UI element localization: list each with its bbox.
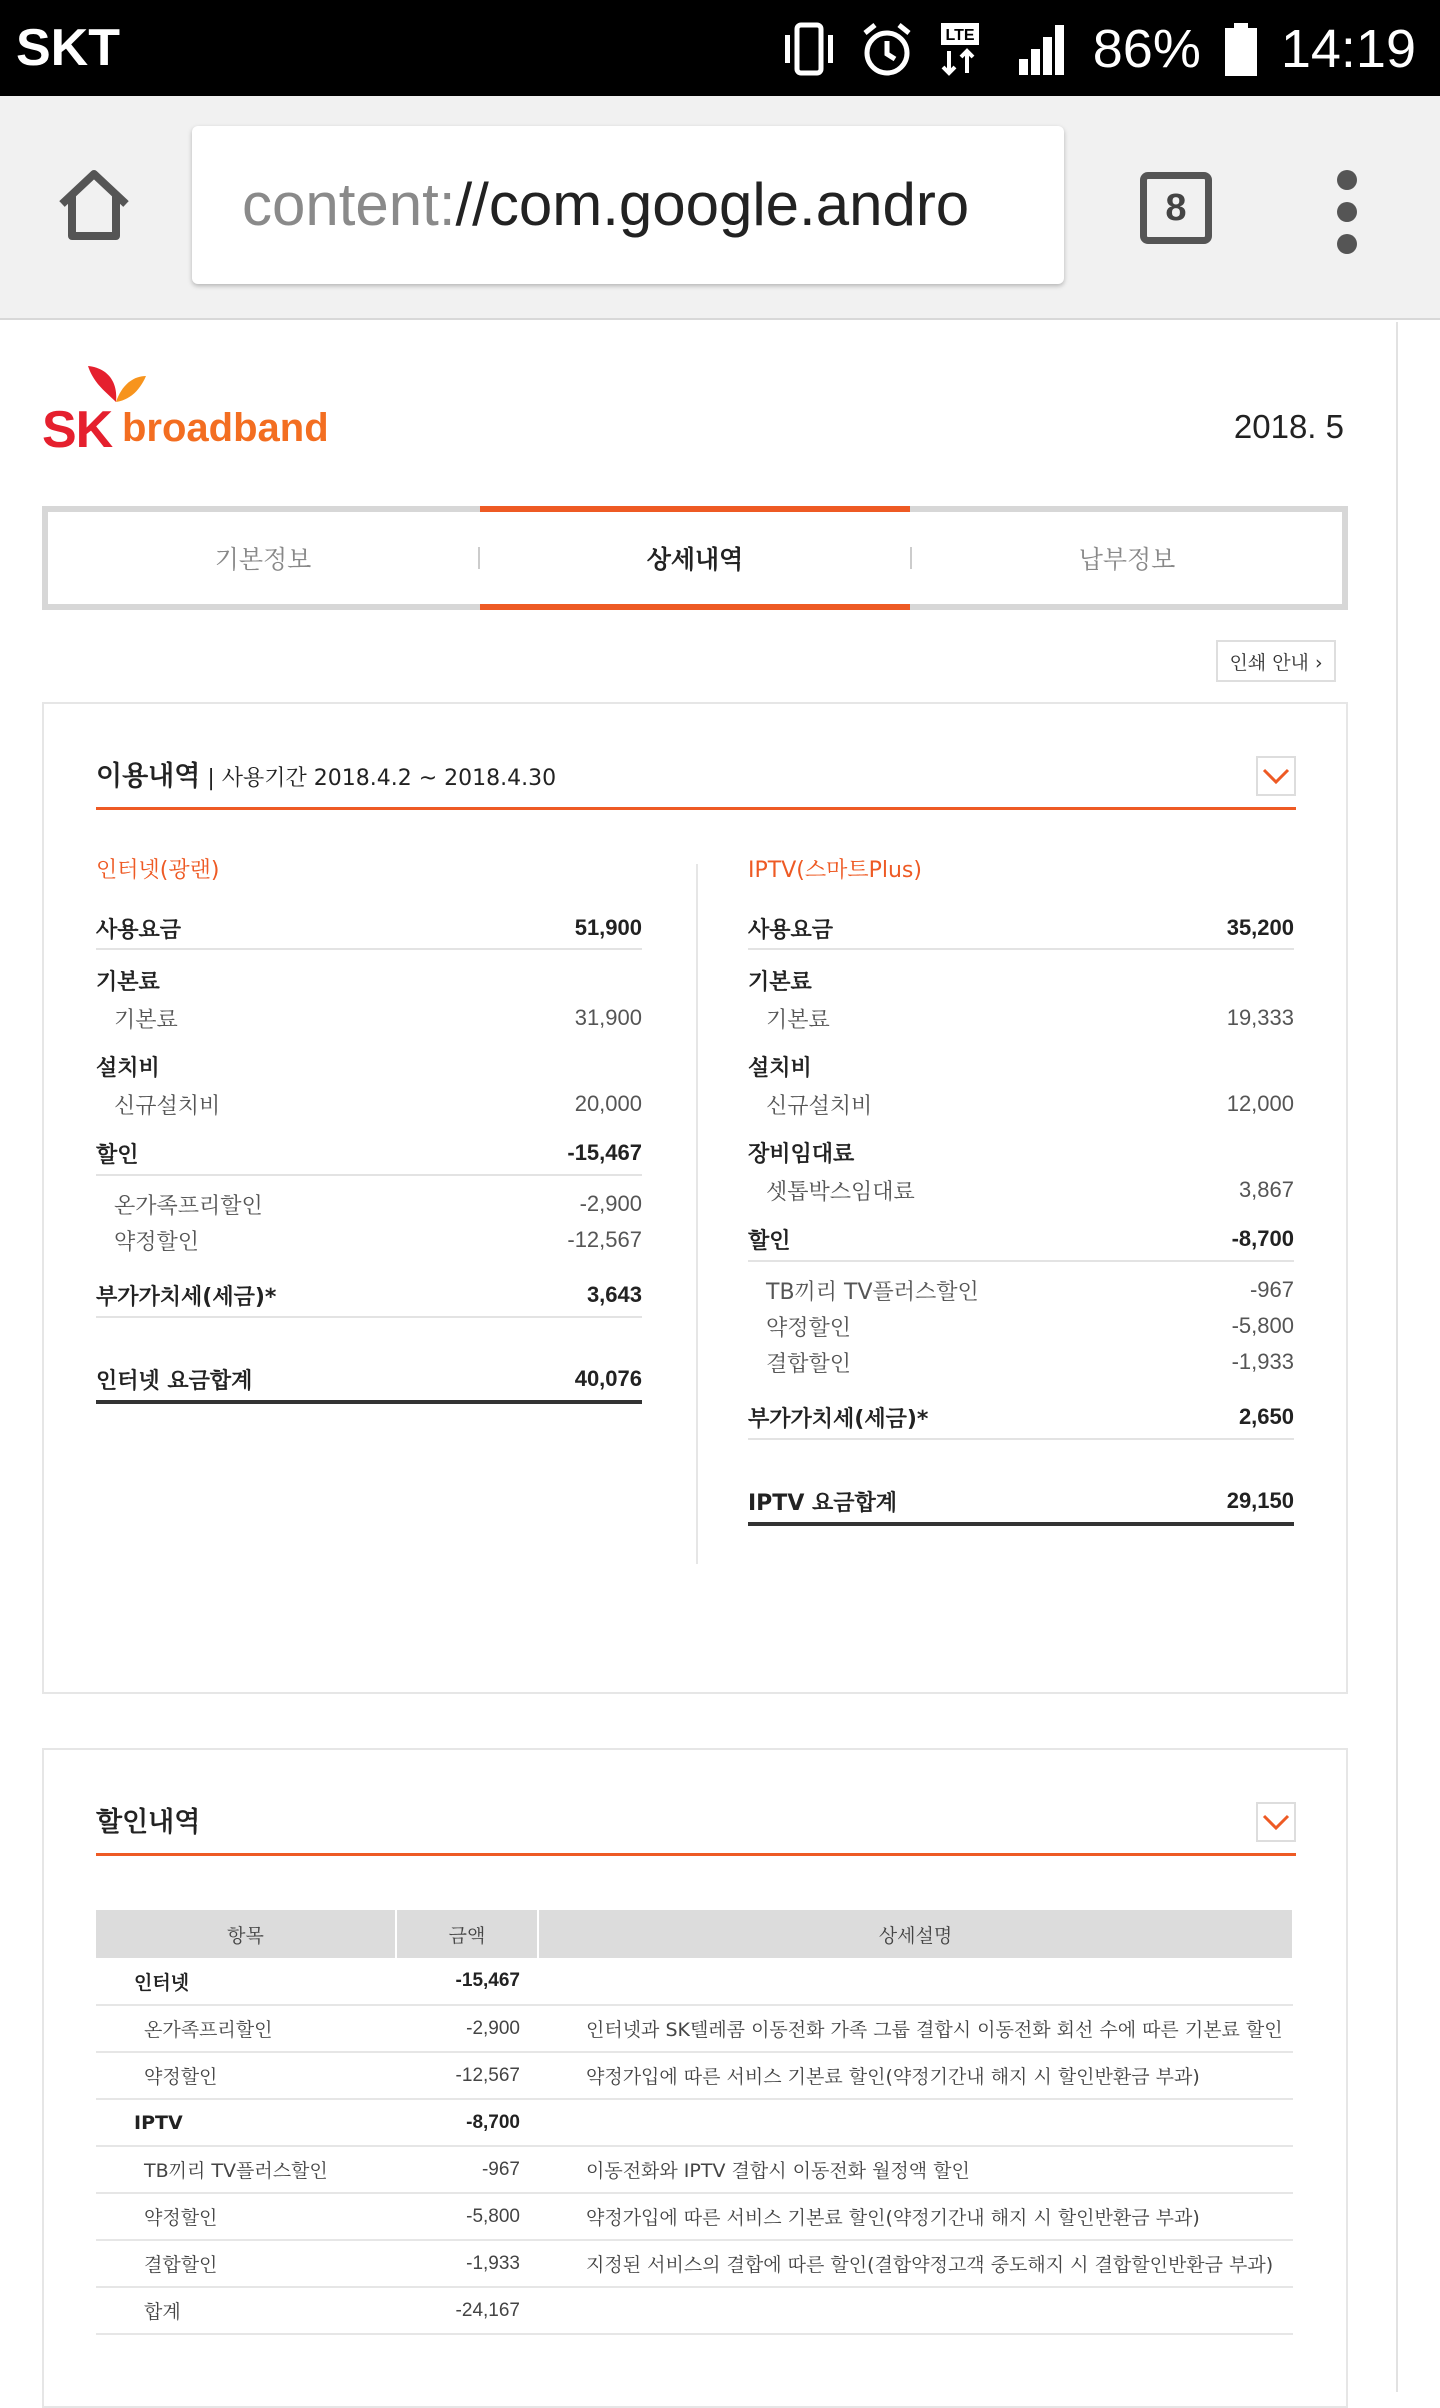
iptv-discount-row (748, 1218, 1294, 1262)
url-scheme: content: (242, 171, 456, 238)
bill-page (0, 322, 1440, 2392)
row-value: 12,000 (1226, 1091, 1294, 1116)
row-label: 부가가치세(세금)* (96, 1284, 277, 1310)
row-label: 신규설치비 (114, 1093, 221, 1119)
internet-total-row (96, 1358, 642, 1404)
row-value: 35,200 (1226, 915, 1294, 940)
usage-title (96, 754, 556, 793)
row-label: 할인 (748, 1228, 791, 1254)
carrier-label: SKT (16, 19, 120, 77)
iptv-rental-group (748, 1132, 1294, 1172)
group-label: 장비임대료 (748, 1141, 855, 1167)
group-label: 설치비 (748, 1055, 812, 1081)
cell-item: IPTV (96, 2099, 396, 2146)
internet-discount-list (96, 1176, 642, 1264)
usage-title-text: 이용내역 (96, 761, 201, 792)
row-value: -12,567 (567, 1227, 642, 1252)
iptv-vat-row (748, 1396, 1294, 1440)
row-label: 신규설치비 (766, 1093, 873, 1119)
row-value: -15,467 (567, 1140, 642, 1165)
iptv-basic-group (748, 960, 1294, 1000)
battery-icon (1223, 19, 1259, 79)
discount-title-text: 할인내역 (96, 1807, 201, 1838)
signal-icon (1015, 19, 1071, 79)
table-row (96, 2052, 1293, 2099)
row-value: 19,333 (1226, 1005, 1294, 1030)
table-row (96, 2005, 1293, 2052)
row-value: 3,867 (1238, 1177, 1294, 1202)
internet-vat-row (96, 1274, 642, 1318)
cell-item: 결합할인 (96, 2240, 396, 2287)
cell-description (538, 2287, 1293, 2334)
group-label: 설치비 (96, 1055, 160, 1081)
cell-amount: -15,467 (396, 1958, 538, 2005)
cell-amount: -2,900 (396, 2005, 538, 2052)
lte-icon (937, 19, 993, 79)
column-header-item: 항목 (96, 1910, 396, 1958)
row-label: 약정할인 (766, 1315, 852, 1341)
cell-item: 합계 (96, 2287, 396, 2334)
tab-payment-info[interactable]: 납부정보 (1078, 545, 1176, 574)
iptv-usage-row (748, 908, 1294, 950)
usage-period: | 사용기간 2018.4.2 ~ 2018.4.30 (200, 766, 557, 791)
status-bar (0, 0, 1440, 96)
cell-description (538, 1958, 1293, 2005)
cell-description (538, 2099, 1293, 2146)
url-text: //com.google.andro (455, 171, 970, 238)
cell-item: 약정할인 (96, 2052, 396, 2099)
cell-item: 온가족프리할인 (96, 2005, 396, 2052)
cell-amount: -12,567 (396, 2052, 538, 2099)
vibrate-icon (781, 19, 837, 79)
cell-description: 약정가입에 따른 서비스 기본료 할인(약정기간내 해지 시 할인반환금 부과) (538, 2193, 1293, 2240)
cell-item: 약정할인 (96, 2193, 396, 2240)
svg-text:LTE: LTE (945, 27, 975, 44)
page-edge (1396, 322, 1398, 2392)
chevron-down-icon[interactable] (1256, 1802, 1296, 1842)
logo-broadband-text: broadband (122, 406, 329, 450)
print-guide-button[interactable]: 인쇄 안내 › (1216, 640, 1336, 682)
cell-description: 지정된 서비스의 결합에 따른 할인(결합약정고객 중도해지 시 결합할인반환금 부과) (538, 2240, 1293, 2287)
internet-title: 인터넷(광랜) (96, 858, 220, 883)
table-row (96, 1958, 1293, 2005)
usage-section (42, 702, 1348, 1694)
iptv-column (748, 854, 1294, 1526)
row-label: 기본료 (766, 1007, 830, 1033)
iptv-total-row (748, 1480, 1294, 1526)
internet-install-row (96, 1086, 642, 1122)
row-value: 29,150 (1226, 1488, 1294, 1513)
battery-percent: 86% (1092, 19, 1201, 79)
row-value: 3,643 (586, 1282, 642, 1307)
cell-item: 인터넷 (96, 1958, 396, 2005)
cell-amount: -8,700 (396, 2099, 538, 2146)
column-divider (696, 864, 698, 1564)
cell-amount: -967 (396, 2146, 538, 2193)
url-bar[interactable] (192, 126, 1064, 284)
internet-basic-group (96, 960, 642, 1000)
list-item (96, 1222, 642, 1258)
row-label: 기본료 (114, 1007, 178, 1033)
row-label: 할인 (96, 1142, 139, 1168)
iptv-discount-list (748, 1262, 1294, 1386)
row-value: 31,900 (574, 1005, 642, 1030)
internet-basic-row (96, 1000, 642, 1036)
sk-broadband-logo (42, 362, 329, 462)
list-item (96, 1186, 642, 1222)
row-label: TB끼리 TV플러스할인 (766, 1279, 979, 1305)
list-item (748, 1344, 1294, 1380)
discount-header (96, 1750, 1296, 1856)
overflow-menu-icon[interactable] (1328, 168, 1368, 258)
cell-amount: -1,933 (396, 2240, 538, 2287)
iptv-title: IPTV(스마트Plus) (748, 858, 922, 883)
row-value: -5,800 (1231, 1313, 1294, 1338)
iptv-basic-row (748, 1000, 1294, 1036)
row-value: 2,650 (1238, 1404, 1294, 1429)
table-header-row (96, 1910, 1293, 1958)
row-value: -8,700 (1231, 1226, 1294, 1251)
internet-column (96, 854, 642, 1404)
row-label: 온가족프리할인 (114, 1193, 263, 1219)
logo-sk-text: SK (42, 401, 113, 459)
cell-description: 약정가입에 따른 서비스 기본료 할인(약정기간내 해지 시 할인반환금 부과) (538, 2052, 1293, 2099)
row-value: -967 (1249, 1277, 1294, 1302)
row-value: -1,933 (1231, 1349, 1294, 1374)
billing-month: 2018. 5 (1233, 408, 1344, 445)
row-label: 셋톱박스임대료 (766, 1179, 915, 1205)
internet-discount-row (96, 1132, 642, 1176)
group-label: 기본료 (748, 969, 812, 995)
row-label: 인터넷 요금합계 (96, 1368, 253, 1394)
cell-amount: -24,167 (396, 2287, 538, 2334)
clock: 14:19 (1280, 19, 1416, 79)
group-label: 기본료 (96, 969, 160, 995)
row-value: -2,900 (579, 1191, 642, 1216)
iptv-install-row (748, 1086, 1294, 1122)
row-label: 사용요금 (748, 917, 834, 943)
usage-header (96, 704, 1296, 810)
section-tabs (42, 506, 1348, 610)
table-row (96, 2287, 1293, 2334)
row-label: 사용요금 (96, 917, 182, 943)
row-label: 약정할인 (114, 1229, 200, 1255)
cell-amount: -5,800 (396, 2193, 538, 2240)
tab-basic-info[interactable]: 기본정보 (214, 545, 312, 574)
home-icon[interactable] (52, 162, 136, 246)
tab-switcher-button[interactable]: 8 (1140, 172, 1212, 244)
row-label: 결합할인 (766, 1351, 852, 1377)
list-item (748, 1308, 1294, 1344)
cell-description: 인터넷과 SK텔레콤 이동전화 가족 그룹 결합시 이동전화 회선 수에 따른 기본료 할인 (538, 2005, 1293, 2052)
cell-description: 이동전화와 IPTV 결합시 이동전화 월정액 할인 (538, 2146, 1293, 2193)
internet-install-group (96, 1046, 642, 1086)
column-header-description: 상세설명 (538, 1910, 1293, 1958)
discount-title (96, 1800, 200, 1839)
browser-toolbar (0, 96, 1440, 320)
row-value: 40,076 (574, 1366, 642, 1391)
column-header-amount: 금액 (396, 1910, 538, 1958)
row-label: 부가가치세(세금)* (748, 1406, 929, 1432)
row-value: 20,000 (574, 1091, 642, 1116)
iptv-install-group (748, 1046, 1294, 1086)
list-item (748, 1272, 1294, 1308)
table-row (96, 2146, 1293, 2193)
table-row (96, 2240, 1293, 2287)
table-row (96, 2099, 1293, 2146)
row-value: 51,900 (574, 915, 642, 940)
iptv-rental-row (748, 1172, 1294, 1208)
row-label: IPTV 요금합계 (748, 1490, 898, 1516)
tab-details[interactable]: 상세내역 (480, 512, 910, 604)
discount-section (42, 1748, 1348, 2408)
table-row (96, 2193, 1293, 2240)
internet-usage-row (96, 908, 642, 950)
chevron-down-icon[interactable] (1256, 756, 1296, 796)
alarm-icon (859, 19, 915, 79)
cell-item: TB끼리 TV플러스할인 (96, 2146, 396, 2193)
discount-table (96, 1910, 1294, 2335)
